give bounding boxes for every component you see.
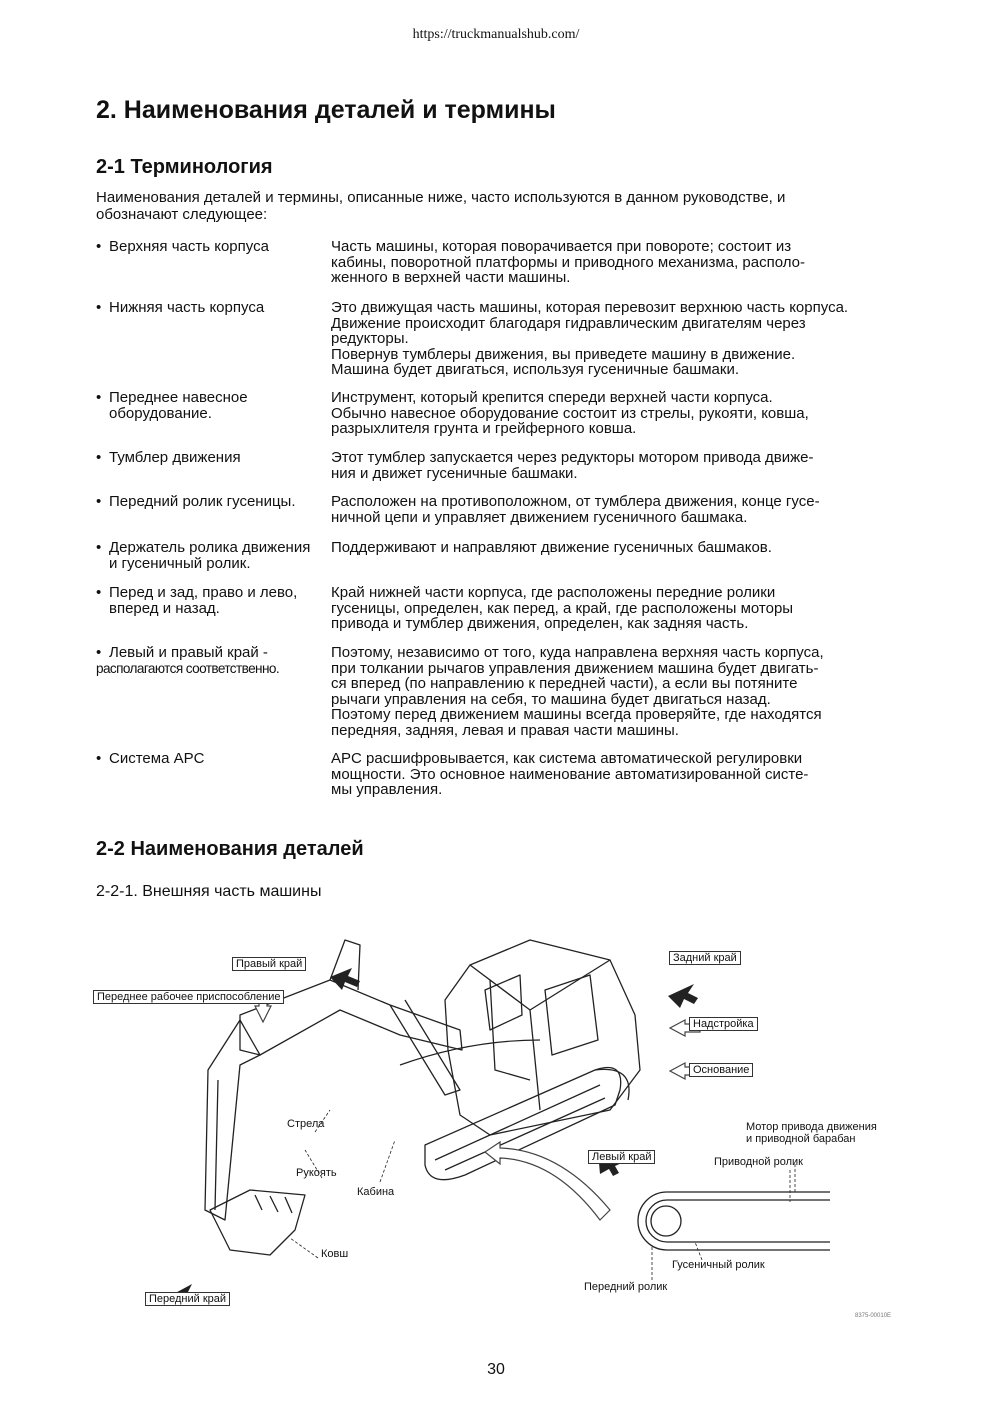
bullet: • <box>96 644 102 661</box>
term-row <box>96 239 906 300</box>
bullet: • <box>96 449 102 466</box>
bullet: • <box>96 389 102 406</box>
term-name: Тумблер движения <box>109 449 241 466</box>
term-name: Перед и зад, право и лево, <box>109 584 298 601</box>
bullet: • <box>96 493 102 510</box>
term-name: Верхняя часть корпуса <box>109 238 269 255</box>
term-definition: Это движущая часть машины, которая перевозит верхнюю часть корпуса. Движение происходит благодаря гидравлическим двигателям через редукторы. Повернув тумблеры движения, вы приведете машину в движение. Машина будет двигаться, используя гусеничные башмаки. <box>331 299 849 378</box>
label-track-roller: Гусеничный ролик <box>672 1259 765 1271</box>
term-definition: Край нижней части корпуса, где расположены передние ролики гусеницы, определен, как перед, а край, где расположены моторы привода и тумблер движения, определен, как задняя часть. <box>331 584 794 632</box>
label-drive-roller: Приводной ролик <box>714 1156 803 1168</box>
term-row <box>96 645 906 751</box>
terms-list <box>96 239 906 801</box>
label-boom: Стрела <box>287 1118 325 1130</box>
label-right-edge: Правый край <box>232 957 306 971</box>
term-name: Нижняя часть корпуса <box>109 299 265 316</box>
term-name: и гусеничный ролик. <box>109 554 251 572</box>
label-superstructure: Надстройка <box>689 1017 758 1031</box>
bullet: • <box>96 299 102 316</box>
term-definition: Часть машины, которая поворачивается при повороте; состоит из кабины, поворотной платформы и приводного механизма, располо- женного в верхней части машины. <box>331 238 805 286</box>
label-front-idler: Передний ролик <box>584 1281 668 1293</box>
term-name: Держатель ролика движения <box>109 539 311 556</box>
term-name: оборудование. <box>109 404 212 422</box>
term-definition: Расположен на противоположном, от тумблера движения, конце гусе- ничной цепи и управляет движением гусеничного башмака. <box>331 493 820 526</box>
term-row <box>96 494 906 540</box>
bullet: • <box>96 238 102 255</box>
bullet: • <box>96 539 102 556</box>
label-front-attachment: Переднее рабочее приспособление <box>93 990 284 1004</box>
term-definition: Поддерживают и направляют движение гусеничных башмаков. <box>331 539 772 556</box>
term-row <box>96 540 906 585</box>
term-row <box>96 300 906 390</box>
track-side-view <box>638 1192 830 1250</box>
intro-line: Наименования деталей и термины, описанные ниже, часто используются в данном руководстве, и <box>96 189 786 206</box>
intro-line: обозначают следующее: <box>96 206 268 223</box>
label-arm: Рукоять <box>296 1167 337 1179</box>
label-front-edge: Передний край <box>145 1292 230 1306</box>
subsection-title: 2-2-1. Внешняя часть машины <box>96 883 322 900</box>
term-name: вперед и назад. <box>109 599 220 617</box>
header-url[interactable]: https://truckmanualshub.com/ <box>412 27 580 42</box>
label-cab: Кабина <box>357 1186 395 1198</box>
section-title-parts: 2-2 Наименования деталей <box>96 838 364 860</box>
page-number: 30 <box>487 1361 505 1378</box>
term-definition: Поэтому, независимо от того, куда направлена верхняя часть корпуса, при толкании рычагов управления движением машина будет двигать- ся вперед (по направлению к передней части), а если вы потяните рычаги управления на себя, то машина будет двигаться назад. Поэтому перед движением машины всегда проверяйте, где находятся передняя, задняя, левая и правая части машины. <box>331 644 824 739</box>
cab-outline <box>445 940 640 1135</box>
term-definition: APC расшифровывается, как система автоматической регулировки мощности. Это основное наименование автоматизированной систе- мы управления. <box>331 750 809 798</box>
term-name: Передний ролик гусеницы. <box>109 493 296 510</box>
term-name: Система APC <box>109 750 205 767</box>
label-bucket: Ковш <box>321 1248 349 1260</box>
label-left-edge: Левый край <box>588 1150 655 1164</box>
term-name: располагаются соответственно. <box>96 660 280 676</box>
bullet: • <box>96 584 102 601</box>
page-title: 2. Наименования деталей и термины <box>96 96 556 124</box>
term-row <box>96 585 906 645</box>
label-rear-edge: Задний край <box>669 951 741 965</box>
excavator-diagram <box>90 920 830 1310</box>
bullet: • <box>96 750 102 767</box>
term-row <box>96 450 906 494</box>
term-definition: Инструмент, который крепится спереди верхней части корпуса. Обычно навесное оборудование состоит из стрелы, рукояти, ковша, разрыхлителя грунта и грейферного ковша. <box>331 389 809 437</box>
figure-code: 8375-00010E <box>855 1313 892 1319</box>
term-definition: Этот тумблер запускается через редукторы мотором привода движе- ния и движет гусеничные башмаки. <box>331 449 814 482</box>
term-row <box>96 390 906 450</box>
label-base: Основание <box>689 1063 753 1077</box>
section-title-terminology: 2-1 Терминология <box>96 156 273 178</box>
intro-paragraph <box>96 189 896 223</box>
label-travel-motor: Мотор привода движения и приводной барабан <box>746 1121 877 1145</box>
term-name: Переднее навесное <box>109 389 248 406</box>
term-row <box>96 751 906 801</box>
term-name: Левый и правый край - <box>109 644 268 661</box>
